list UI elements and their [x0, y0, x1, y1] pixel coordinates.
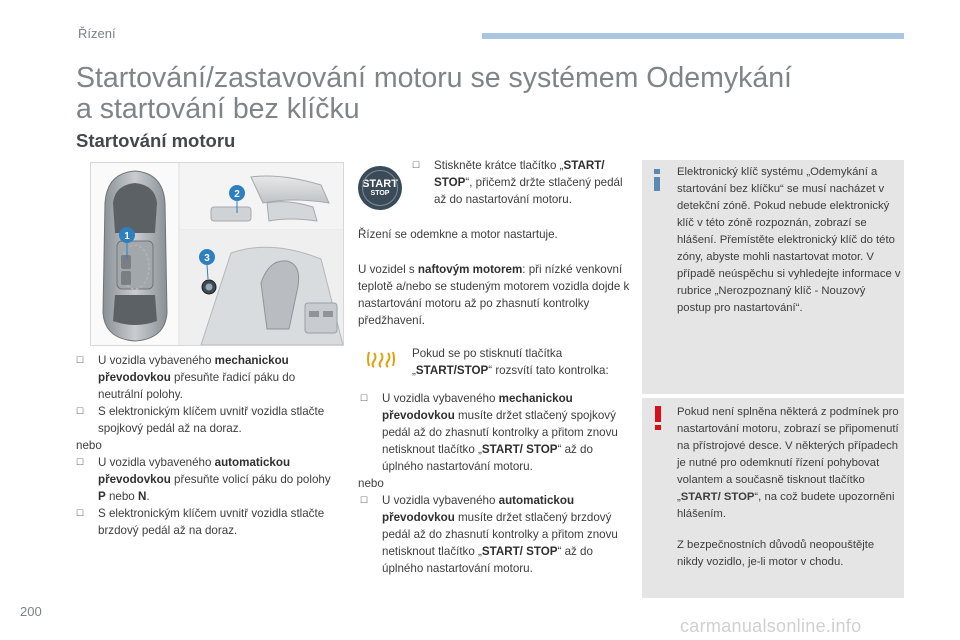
list-item: ☐ U vozidla vybaveného automatickou převodovkou přesuňte volicí páku do polohy P nebo N.: [76, 456, 331, 503]
info-icon: [651, 169, 663, 191]
middle-bullets: [358, 390, 630, 577]
warning-text: Pokud není splněna některá z podmínek pro nastartování motoru, zobrazí se připomenutí na přístrojové desce. V některých případech je nutné pro odemknutí řízení pohybovat volantem a současně tisknout tlačítko „START/ STOP“, na což budete upozorněni hlášením.: [677, 406, 899, 520]
checkbox-bullet-icon: ☐: [76, 355, 85, 365]
paragraph-steering-unlock: Řízení se odemkne a motor nastartuje.: [358, 228, 558, 241]
section-subtitle: Startování motoru: [76, 130, 236, 151]
callout-2-label: 2: [234, 189, 240, 200]
checkbox-bullet-icon: ☐: [76, 508, 85, 518]
list-item: ☐ U vozidla vybaveného automatickou převodovkou musíte držet stlačený brzdový pedál až do zhasnutí kontrolky a přitom znovu netisknout tlačítko „START/ STOP“ až do úplného nastartování motoru.: [360, 494, 618, 575]
checkbox-bullet-icon: ☐: [412, 160, 421, 170]
left-column-instructions: [76, 352, 332, 539]
car-diagram-svg: [91, 163, 343, 345]
list-item: ☐ Stiskněte krátce tlačítko „START/ STOP“, přičemž držte stlačený pedál až do nastartování motoru.: [412, 159, 623, 206]
car-illustration: [90, 162, 344, 346]
list-item: ☐ S elektronickým klíčem uvnitř vozidla stlačte brzdový pedál až na doraz.: [76, 507, 325, 537]
checkbox-bullet-icon: ☐: [76, 406, 85, 416]
car-top-view: [103, 171, 167, 341]
paragraph-diesel: U vozidel s naftovým motorem: při nízké venkovní teplotě a/nebo se studeným motorem vozidla dojde k nastartování motoru až po zhasnutí kontrolky předžhavení.: [358, 263, 630, 327]
checkbox-bullet-icon: ☐: [360, 495, 369, 505]
list-item: ☐ U vozidla vybaveného mechanickou převodovkou přesuňte řadicí páku do neutrální polohy.: [76, 354, 296, 401]
list-item: ☐ S elektronickým klíčem uvnitř vozidla stlačte spojkový pedál až na doraz.: [76, 405, 325, 435]
lamp-condition: Pokud se po stisknutí tlačítka „START/STOP“ rozsvítí tato kontrolka:: [412, 347, 609, 377]
start-step: [412, 157, 630, 208]
safety-text: Z bezpečnostních důvodů neopouštějte nikdy vozidlo, je-li motor v chodu.: [677, 539, 875, 568]
callout-1-label: 1: [124, 231, 130, 242]
watermark: carmanualsonline.info: [680, 616, 862, 636]
checkbox-bullet-icon: ☐: [360, 393, 369, 403]
section-label: Řízení: [78, 26, 116, 41]
checkbox-bullet-icon: ☐: [76, 457, 85, 467]
page-title: [76, 63, 836, 125]
callout-3-label: 3: [204, 253, 210, 264]
or-separator: nebo: [358, 477, 384, 490]
exclamation-icon: [652, 406, 664, 430]
or-separator: nebo: [76, 439, 102, 452]
info-text: Elektronický klíč systému „Odemykání a startování bez klíčku“ se musí nacházet v detekční zóně. Pokud nebude elektronický klíč v této zóně rozpoznán, zobrazí se hlášení. Přemístěte elektronický klíč do této zóny, abyste mohli nastartovat motor. V případě neúspěchu si vyhledejte informace v rubrice „Nerozpoznaný klíč - Nouzový postup pro nastartování“.: [677, 166, 901, 314]
title-line-2: a startování bez klíčku: [76, 93, 360, 125]
start-stop-button-icon: START STOP: [358, 166, 402, 210]
header-rule: [482, 33, 904, 39]
center-console-illustration: [180, 230, 343, 345]
middle-paragraphs: [358, 226, 630, 329]
page-number: 200: [20, 604, 42, 619]
list-item: ☐ U vozidla vybaveného mechanickou převodovkou musíte držet stlačený spojkový pedál až do zhasnutí kontrolky a přitom znovu netisknout tlačítko „START/ STOP“ až do úplného nastartování motoru.: [360, 392, 618, 473]
pedal-illustration: [180, 163, 343, 229]
preheat-warning-lamp-icon: [366, 348, 396, 370]
title-line-1: Startování/zastavování motoru se systémem Odemykání: [76, 62, 792, 94]
